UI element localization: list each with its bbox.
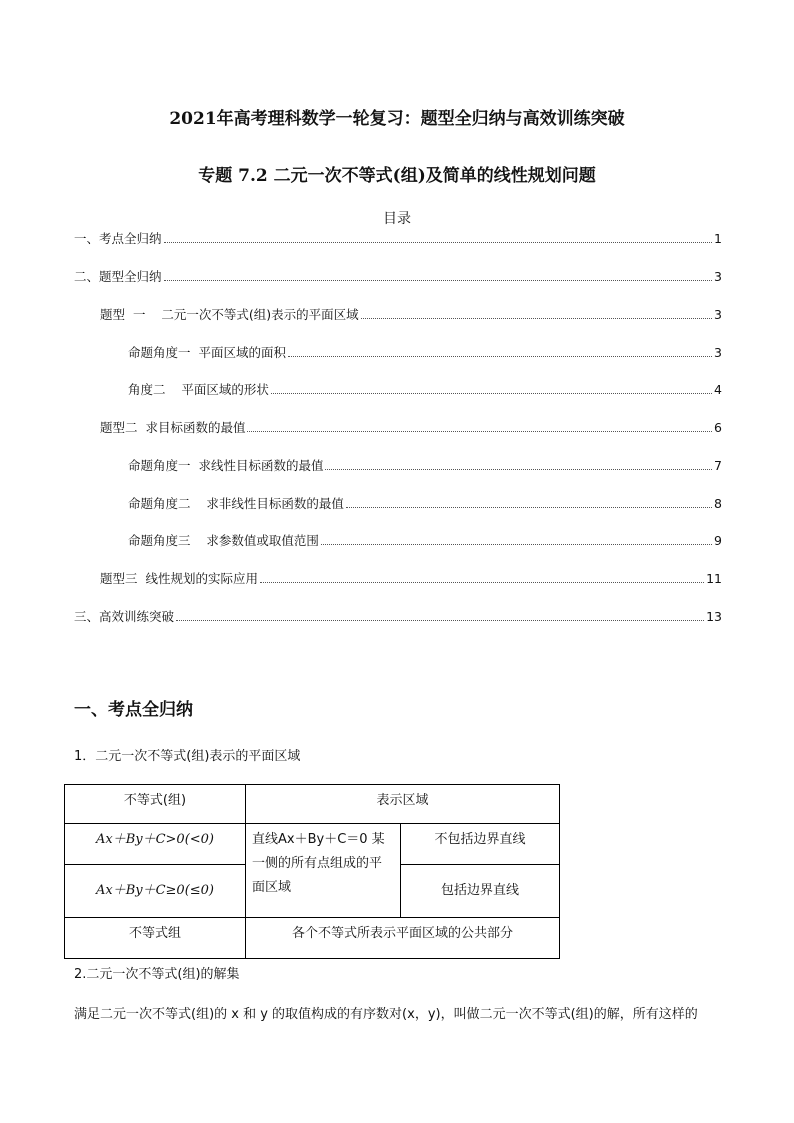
toc-leader (164, 241, 712, 243)
paragraph: 满足二元一次不等式(组)的 x 和 y 的取值构成的有序数对(x，y)，叫做二元一次不等式(组)的解，所有这样的 (74, 1007, 698, 1022)
toc-entry-label: 题型 一 二元一次不等式(组)表示的平面区域 (100, 307, 359, 322)
toc-leader (247, 430, 712, 432)
list-item-heading: 2.二元一次不等式(组)的解集 (74, 967, 240, 982)
toc-entry-page: 4 (714, 382, 722, 397)
toc-entry-page: 3 (714, 345, 722, 360)
toc-entry-page: 3 (714, 269, 722, 284)
toc-entry-label: 角度二 平面区域的形状 (128, 382, 269, 397)
toc-entry-label: 二、题型全归纳 (74, 269, 162, 284)
table-cell-inequality: Ax＋By＋C≥0(≤0) (65, 865, 246, 918)
toc-entry-page: 1 (714, 231, 722, 246)
toc-entry[interactable] (100, 569, 722, 587)
toc-entry-page: 9 (714, 533, 722, 548)
toc-entry-label: 命题角度一 平面区域的面积 (128, 345, 286, 360)
document-subtitle: 专题 7.2 二元一次不等式(组)及简单的线性规划问题 (198, 166, 596, 186)
table-header-cell: 表示区域 (246, 785, 560, 824)
toc-entry[interactable] (100, 418, 722, 436)
table-cell-inequality: Ax＋By＋C>0(<0) (65, 824, 246, 865)
table-cell-label: 不等式组 (65, 918, 246, 959)
toc-entry-label: 一、考点全归纳 (74, 231, 162, 246)
toc-entry-label: 命题角度三 求参数值或取值范围 (128, 533, 319, 548)
toc-entry-label: 命题角度一 求线性目标函数的最值 (128, 458, 324, 473)
inequality-region-table (64, 784, 560, 959)
table-cell-boundary: 包括边界直线 (401, 865, 560, 918)
toc-entry[interactable] (128, 343, 722, 361)
toc-entry[interactable] (74, 229, 722, 247)
toc-leader (321, 543, 712, 545)
toc-leader (325, 468, 712, 470)
table-header-cell: 不等式(组) (65, 785, 246, 824)
table-cell-boundary: 不包括边界直线 (401, 824, 560, 865)
table-cell-region: 直线Ax＋By＋C＝0 某一侧的所有点组成的平面区域 (246, 824, 401, 918)
toc-entry-page: 13 (706, 609, 722, 624)
toc-entry-page: 6 (714, 420, 722, 435)
toc-leader (260, 581, 704, 583)
document-title: 2021年高考理科数学一轮复习：题型全归纳与高效训练突破 (169, 109, 625, 129)
toc-entry-page: 8 (714, 496, 722, 511)
toc-entry-label: 三、高效训练突破 (74, 609, 175, 624)
toc-heading: 目录 (383, 211, 411, 227)
toc-leader (288, 355, 712, 357)
toc-leader (346, 506, 712, 508)
toc-leader (271, 392, 712, 394)
toc-entry-page: 7 (714, 458, 722, 473)
list-item-heading: 1．二元一次不等式(组)表示的平面区域 (74, 749, 301, 764)
toc-entry[interactable] (128, 531, 722, 549)
toc-entry[interactable] (128, 456, 722, 474)
toc-entry-page: 11 (706, 571, 722, 586)
table-cell-description: 各个不等式所表示平面区域的公共部分 (246, 918, 560, 959)
toc-entry[interactable] (100, 305, 722, 323)
toc-entry[interactable] (74, 607, 722, 625)
toc-entry[interactable] (128, 494, 722, 512)
toc-leader (176, 619, 704, 621)
toc-entry-page: 3 (714, 307, 722, 322)
toc-entry-label: 题型三 线性规划的实际应用 (100, 571, 258, 586)
toc-entry-label: 命题角度二 求非线性目标函数的最值 (128, 496, 344, 511)
toc-entry-label: 题型二 求目标函数的最值 (100, 420, 246, 435)
toc-entry[interactable] (74, 267, 722, 285)
toc-leader (361, 317, 712, 319)
section-heading: 一、考点全归纳 (74, 700, 193, 720)
toc-leader (164, 279, 712, 281)
toc-entry[interactable] (128, 380, 722, 398)
